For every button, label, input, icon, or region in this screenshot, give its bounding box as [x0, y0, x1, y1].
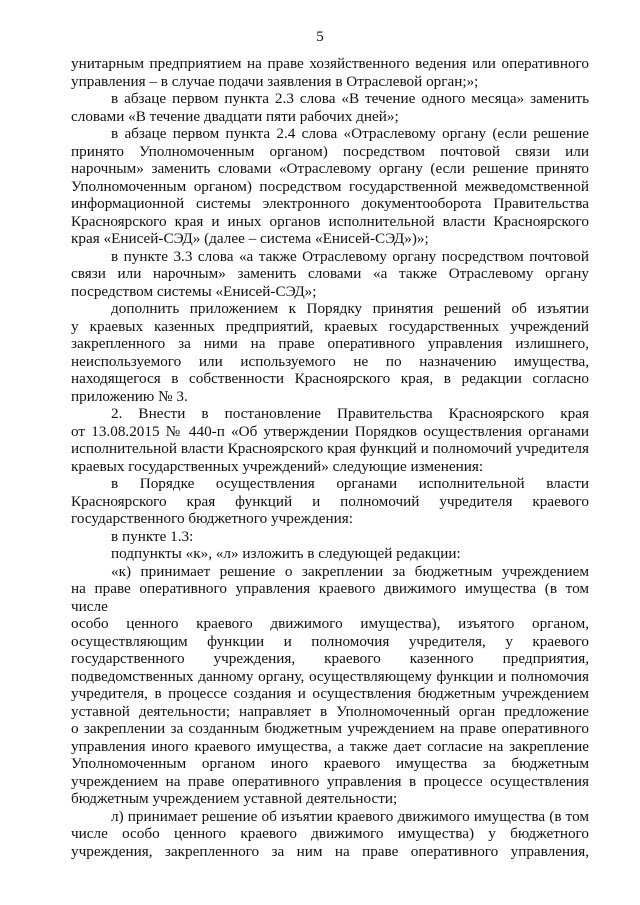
text-line: «к) принимает решение о закреплении за бюджетным учреждением: [111, 562, 589, 580]
text-line: государственного учреждения, краевого казенного предприятия,: [71, 650, 589, 667]
text-line: от 13.08.2015 № 440-п «Об утверждении Порядков осуществления органами: [71, 422, 589, 440]
text-line: осуществляющим функции и полномочия учредителя, у краевого: [71, 632, 589, 650]
text-line: уставной деятельности; направляет в Уполномоченный орган предложение: [71, 702, 589, 720]
text-line: краевых государственных учреждений» следующие изменения:: [71, 457, 484, 475]
text-line: принято Уполномоченным органом) посредством почтовой связи или: [71, 142, 589, 160]
text-line: дополнить приложением к Порядку принятия решений об изъятии: [111, 300, 589, 317]
text-line: унитарным предприятием на праве хозяйственного ведения или оперативного: [71, 55, 589, 72]
text-line: посредством системы «Енисей-СЭД»;: [71, 282, 317, 300]
text-line: в Порядке осуществления органами исполнительной власти: [111, 475, 589, 492]
text-line: закрепленного за ними на праве оперативного управления излишнего,: [71, 335, 589, 352]
text-line: в абзаце первом пункта 2.3 слова «В течение одного месяца» заменить: [111, 90, 589, 107]
text-line: 2. Внести в постановление Правительства Красноярского края: [111, 405, 589, 422]
text-line: связи или нарочным» заменить словами «а также Отраслевому органу: [71, 265, 589, 282]
text-line: нарочным» заменить словами «Отраслевому органу (если решение принято: [71, 160, 589, 177]
text-line: на праве оперативного управления краевого движимого имущества (в том числе: [71, 580, 589, 615]
text-line: Уполномоченным органом иного краевого имущества за бюджетным: [71, 755, 589, 772]
text-line: л) принимает решение об изъятии краевого движимого имущества (в том: [111, 807, 589, 825]
text-line: в пункте 3.3 слова «а также Отраслевому органу посредством почтовой: [111, 247, 589, 265]
document-body: [71, 55, 589, 860]
text-line: словами «В течение двадцати пяти рабочих дней»;: [71, 107, 399, 125]
text-line: управления – в случае подачи заявления в Отраслевой орган;»;: [71, 72, 479, 90]
text-line: Красноярского края и иных органов исполнительной власти Красноярского: [71, 212, 589, 230]
text-line: Красноярского края функций и полномочий учредителя краевого: [71, 492, 589, 510]
text-line: особо ценного краевого движимого имущества), изъятого органом,: [71, 615, 589, 632]
text-line: приложению № 3.: [71, 387, 188, 405]
text-line: государственного бюджетного учреждения:: [71, 510, 354, 527]
text-line: подпункты «к», «л» изложить в следующей редакции:: [111, 545, 461, 562]
text-line: Уполномоченным органом) посредством государственной межведомственной: [71, 177, 589, 195]
text-line: в пункте 1.3:: [111, 527, 194, 545]
text-line: числе особо ценного краевого движимого имущества) у бюджетного: [71, 825, 589, 842]
text-line: в абзаце первом пункта 2.4 слова «Отраслевому органу (если решение: [111, 125, 589, 142]
text-line: исполнительной власти Красноярского края функций и полномочий учредителя: [71, 440, 589, 457]
text-line: информационной системы электронного документооборота Правительства: [71, 195, 589, 212]
text-line: учреждения, закрепленного за ним на праве оперативного управления,: [71, 842, 589, 860]
text-line: края «Енисей-СЭД» (далее – система «Енисей-СЭД»)»;: [71, 230, 429, 247]
text-line: находящегося в собственности Красноярского края, в редакции согласно: [71, 370, 589, 387]
text-line: управления иного краевого имущества, а также дает согласие на закрепление: [71, 737, 589, 755]
text-line: о закреплении за созданным бюджетным учреждением на праве оперативного: [71, 720, 589, 737]
text-line: бюджетным учреждением уставной деятельности;: [71, 790, 398, 807]
text-line: учредителя, в процессе создания и осуществления бюджетным учреждением: [71, 685, 589, 702]
text-line: учреждением на праве оперативного управления в процессе осуществления: [71, 772, 589, 790]
page-number: 5: [316, 29, 324, 45]
text-line: подведомственных данному органу, осуществляющему функции и полномочия: [71, 667, 589, 685]
text-line: неиспользуемого или используемого не по назначению имущества,: [71, 352, 589, 370]
text-line: у краевых казенных предприятий, краевых государственных учреждений: [71, 317, 589, 335]
